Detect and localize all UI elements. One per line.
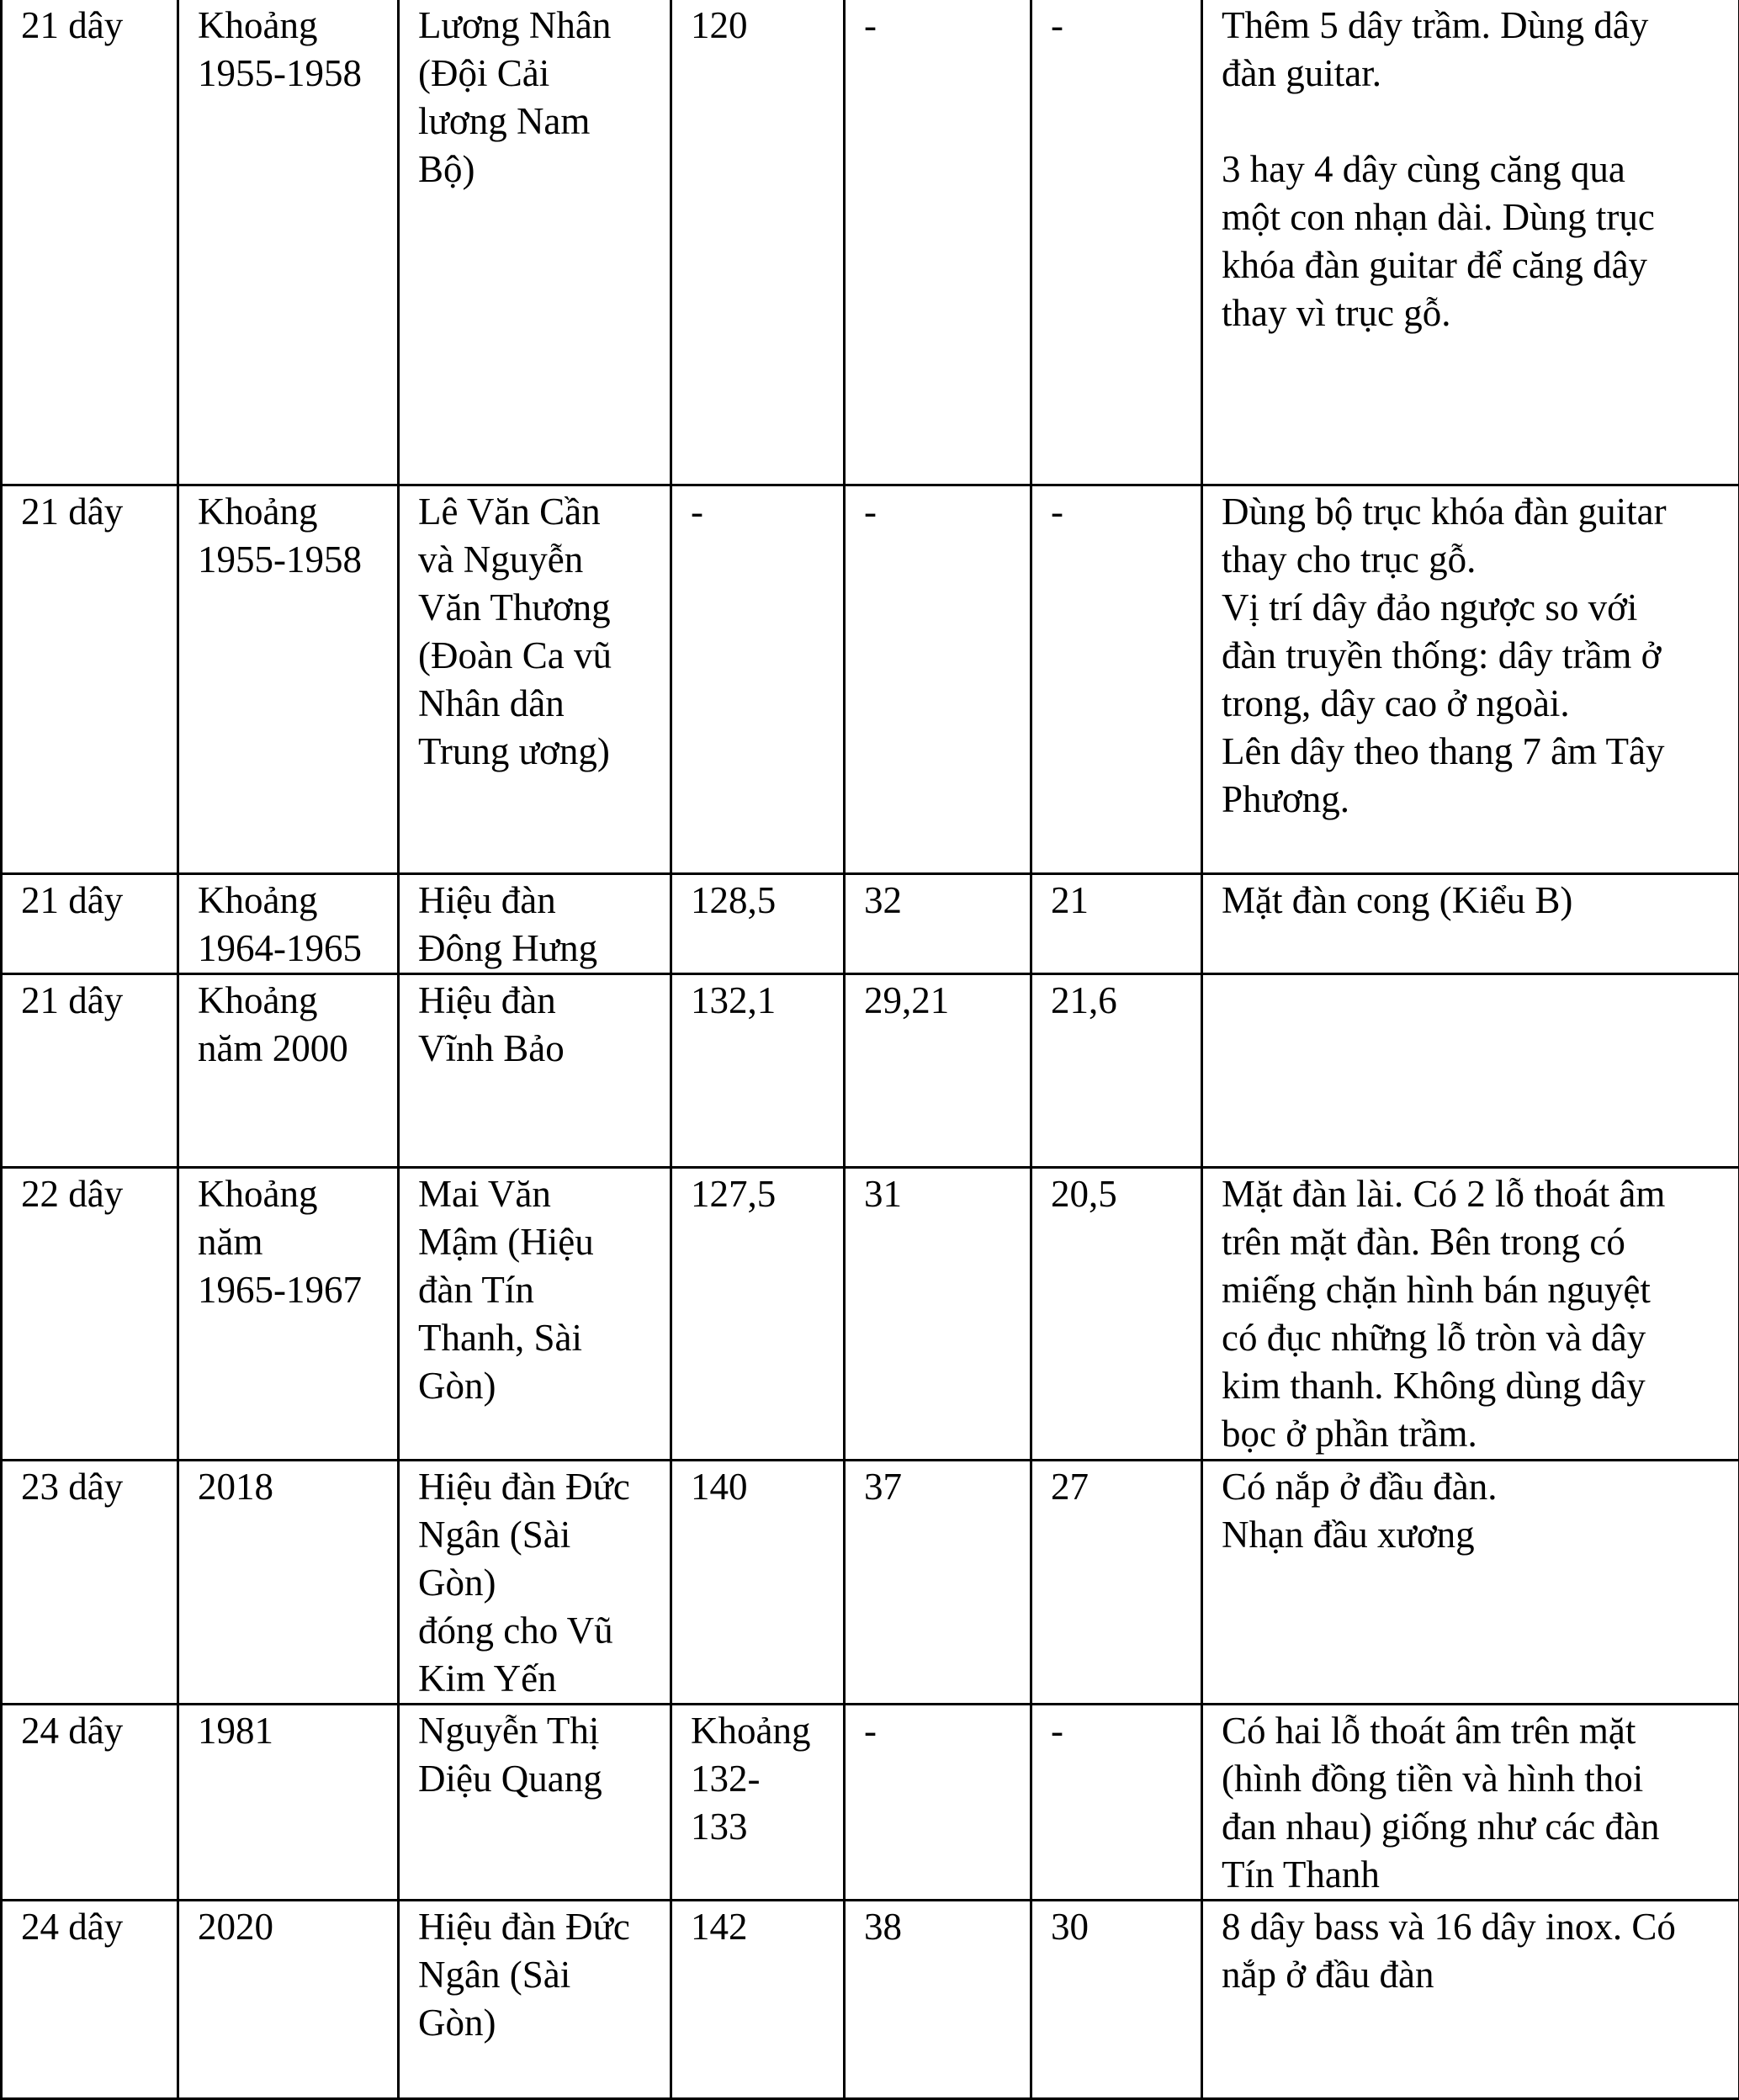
- cell-maker: Hiệu đàn Đức Ngân (Sài Gòn): [399, 1900, 671, 2098]
- cell-width-head: -: [845, 1704, 1031, 1900]
- cell-width-head: -: [845, 0, 1031, 485]
- cell-type: 21 dây: [2, 0, 178, 485]
- cell-length: 132,1: [671, 973, 845, 1167]
- cell-length: Khoảng 132- 133: [671, 1704, 845, 1900]
- cell-width-head: 31: [845, 1167, 1031, 1460]
- cell-type: 24 dây: [2, 1704, 178, 1900]
- cell-year: 2018: [178, 1460, 399, 1704]
- cell-length: -: [671, 485, 845, 873]
- table-row: [2, 485, 1739, 873]
- cell-type: 21 dây: [2, 973, 178, 1167]
- cell-type: 23 dây: [2, 1460, 178, 1704]
- cell-maker: Nguyễn Thị Diệu Quang: [399, 1704, 671, 1900]
- cell-maker: Hiệu đàn Vĩnh Bảo: [399, 973, 671, 1167]
- cell-length: 120: [671, 0, 845, 485]
- cell-width-head: 38: [845, 1900, 1031, 2098]
- cell-width-head: 29,21: [845, 973, 1031, 1167]
- cell-width-head: 37: [845, 1460, 1031, 1704]
- table-row: [2, 0, 1739, 485]
- table-row: [2, 973, 1739, 1167]
- cell-type: 22 dây: [2, 1167, 178, 1460]
- cell-notes: Thêm 5 dây trầm. Dùng dây đàn guitar. 3 hay 4 dây cùng căng qua một con nhạn dài. Dùng trục khóa đàn guitar để căng dây thay vì trục gỗ.: [1202, 0, 1739, 485]
- cell-length: 127,5: [671, 1167, 845, 1460]
- cell-width-tail: -: [1031, 1704, 1202, 1900]
- cell-width-tail: 27: [1031, 1460, 1202, 1704]
- cell-length: 140: [671, 1460, 845, 1704]
- cell-width-tail: -: [1031, 485, 1202, 873]
- cell-notes: [1202, 973, 1739, 1167]
- cell-width-tail: -: [1031, 0, 1202, 485]
- cell-maker: Lê Văn Cần và Nguyễn Văn Thương (Đoàn Ca vũ Nhân dân Trung ương): [399, 485, 671, 873]
- cell-year: Khoảng năm 1965-1967: [178, 1167, 399, 1460]
- cell-type: 24 dây: [2, 1900, 178, 2098]
- cell-year: Khoảng 1955-1958: [178, 0, 399, 485]
- table-row: [2, 1460, 1739, 1704]
- cell-notes: Có hai lỗ thoát âm trên mặt (hình đồng tiền và hình thoi đan nhau) giống như các đàn Tín Thanh: [1202, 1704, 1739, 1900]
- cell-notes: Dùng bộ trục khóa đàn guitar thay cho trục gỗ. Vị trí dây đảo ngược so với đàn truyền thống: dây trầm ở trong, dây cao ở ngoài. Lên dây theo thang 7 âm Tây Phương.: [1202, 485, 1739, 873]
- cell-year: 1981: [178, 1704, 399, 1900]
- table-row: [2, 873, 1739, 973]
- cell-width-tail: 21: [1031, 873, 1202, 973]
- cell-maker: Mai Văn Mậm (Hiệu đàn Tín Thanh, Sài Gòn): [399, 1167, 671, 1460]
- cell-notes: Mặt đàn lài. Có 2 lỗ thoát âm trên mặt đàn. Bên trong có miếng chặn hình bán nguyệt có đục những lỗ tròn và dây kim thanh. Không dùng dây bọc ở phần trầm.: [1202, 1167, 1739, 1460]
- table-row: [2, 1704, 1739, 1900]
- cell-notes: 8 dây bass và 16 dây inox. Có nắp ở đầu đàn: [1202, 1900, 1739, 2098]
- cell-type: 21 dây: [2, 485, 178, 873]
- cell-year: Khoảng 1964-1965: [178, 873, 399, 973]
- cell-year: 2020: [178, 1900, 399, 2098]
- cell-width-head: -: [845, 485, 1031, 873]
- table-row: [2, 1900, 1739, 2098]
- cell-width-head: 32: [845, 873, 1031, 973]
- cell-maker: Lương Nhân (Đội Cải lương Nam Bộ): [399, 0, 671, 485]
- cell-year: Khoảng 1955-1958: [178, 485, 399, 873]
- cell-width-tail: 30: [1031, 1900, 1202, 2098]
- cell-notes: Mặt đàn cong (Kiểu B): [1202, 873, 1739, 973]
- cell-width-tail: 21,6: [1031, 973, 1202, 1167]
- cell-year: Khoảng năm 2000: [178, 973, 399, 1167]
- cell-maker: Hiệu đàn Đông Hưng: [399, 873, 671, 973]
- cell-maker: Hiệu đàn Đức Ngân (Sài Gòn) đóng cho Vũ Kim Yến: [399, 1460, 671, 1704]
- cell-notes: Có nắp ở đầu đàn. Nhạn đầu xương: [1202, 1460, 1739, 1704]
- table-row: [2, 1167, 1739, 1460]
- cell-type: 21 dây: [2, 873, 178, 973]
- cell-length: 128,5: [671, 873, 845, 973]
- cell-width-tail: 20,5: [1031, 1167, 1202, 1460]
- cell-length: 142: [671, 1900, 845, 2098]
